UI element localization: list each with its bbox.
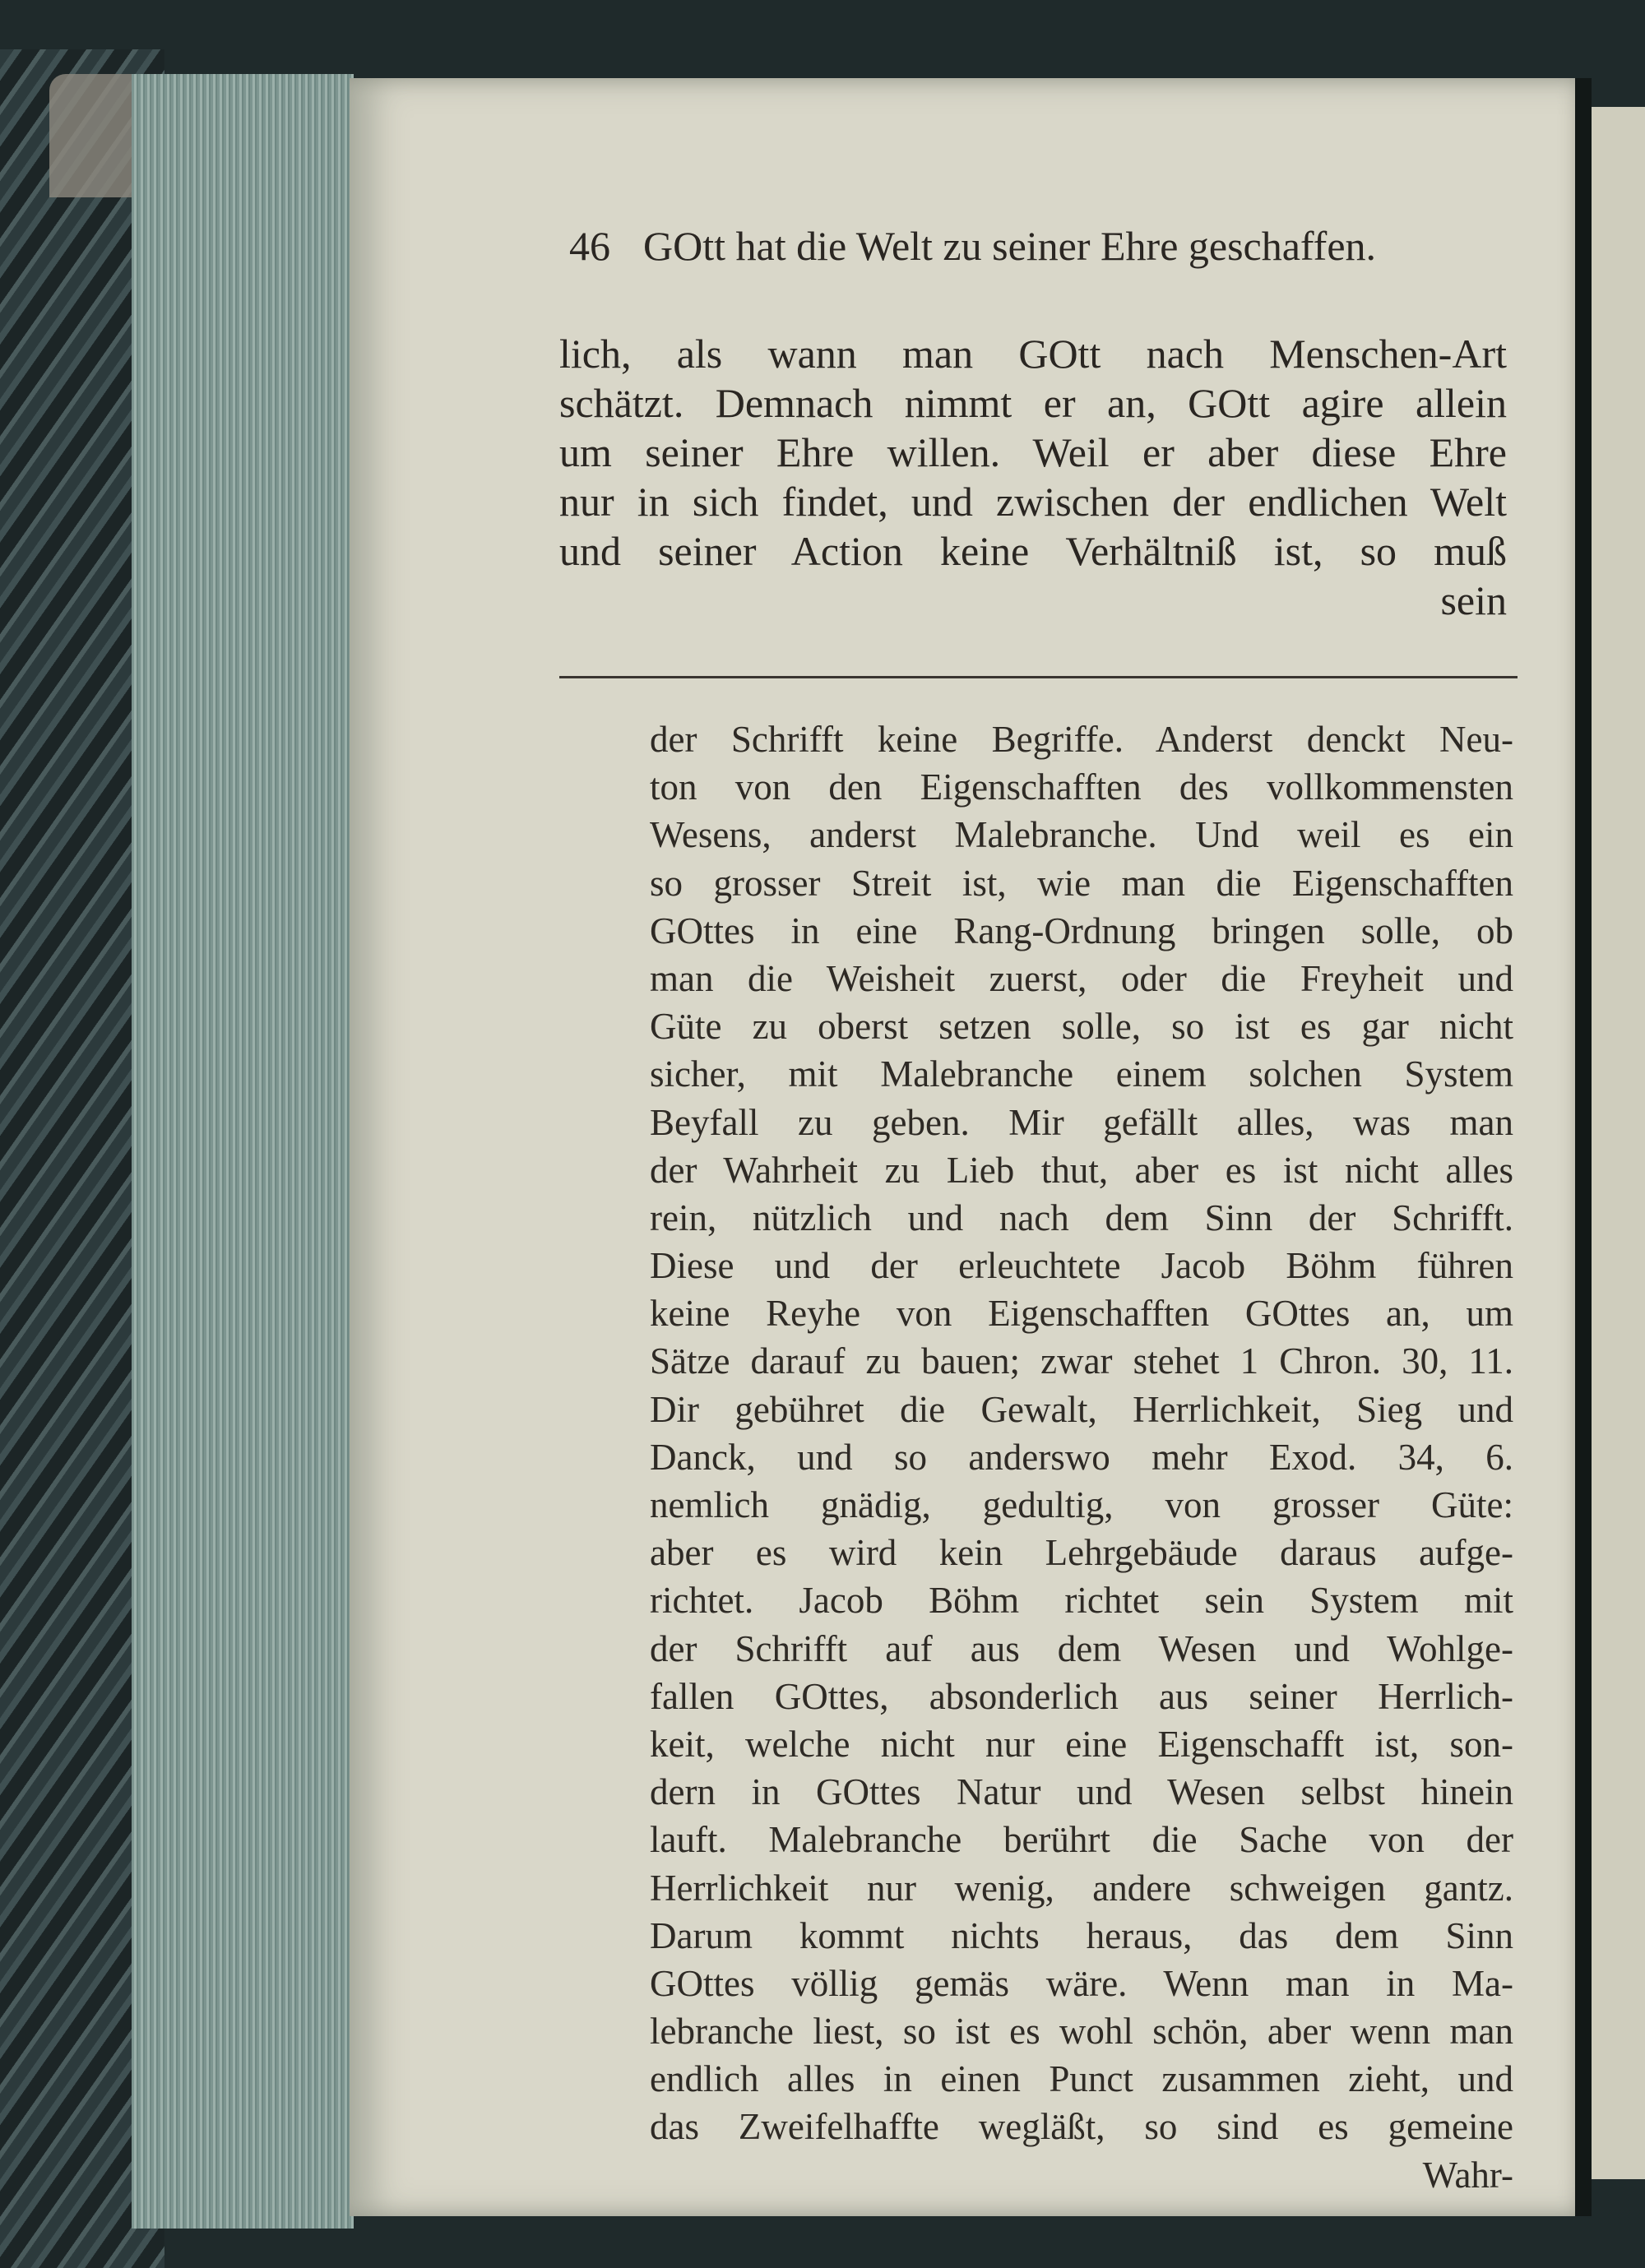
- text-line: Diese und der erleuchtete Jacob Böhm führen: [650, 1245, 1513, 1287]
- text-line: Dir gebühret die Gewalt, Herrlichkeit, Sieg und: [650, 1388, 1513, 1430]
- text-line: und seiner Action keine Verhältniß ist, so muß: [559, 528, 1507, 574]
- footnote-separator-rule: [559, 676, 1518, 678]
- text-line: sicher, mit Malebranche einem solchen System: [650, 1053, 1513, 1095]
- text-line: GOttes in eine Rang-Ordnung bringen solle, ob: [650, 910, 1513, 951]
- text-line: keit, welche nicht nur eine Eigenschafft ist, son-: [650, 1723, 1513, 1765]
- text-line: ton von den Eigenschafften des vollkommensten: [650, 766, 1513, 808]
- text-line: Wesens, anderst Malebranche. Und weil es ein: [650, 814, 1513, 856]
- text-line: keine Reyhe von Eigenschafften GOttes an, um: [650, 1293, 1513, 1335]
- text-line: endlich alles in einen Punct zusammen zieht, und: [650, 2058, 1513, 2100]
- text-line: Danck, und so anderswo mehr Exod. 34, 6.: [650, 1436, 1513, 1478]
- running-header: [569, 222, 1376, 270]
- text-line: um seiner Ehre willen. Weil er aber diese Ehre: [559, 429, 1507, 475]
- text-line: so grosser Streit ist, wie man die Eigenschafften: [650, 862, 1513, 904]
- text-line: Güte zu oberst setzen solle, so ist es gar nicht: [650, 1006, 1513, 1048]
- page-number: 46: [569, 223, 610, 269]
- facing-page-edge: [1592, 107, 1645, 2179]
- text-line: nemlich gnädig, gedultig, von grosser Güte:: [650, 1484, 1513, 1525]
- text-line: man die Weisheit zuerst, oder die Freyheit und: [650, 957, 1513, 999]
- text-line: lich, als wann man GOtt nach Menschen-Art: [559, 331, 1507, 377]
- text-line: Wahr-: [1422, 2154, 1513, 2196]
- text-line: Herrlichkeit nur wenig, andere schweigen gantz.: [650, 1867, 1513, 1909]
- text-line: nur in sich findet, und zwischen der endlichen Welt: [559, 479, 1507, 525]
- text-line: fallen GOttes, absonderlich aus seiner Herrlich-: [650, 1675, 1513, 1717]
- text-line: GOttes völlig gemäs wäre. Wenn man in Ma-: [650, 1962, 1513, 2004]
- text-line: lauft. Malebranche berührt die Sache von der: [650, 1819, 1513, 1861]
- text-line: lebranche liest, so ist es wohl schön, aber wenn man: [650, 2011, 1513, 2053]
- page-edges: [132, 74, 354, 2229]
- text-line: Beyfall zu geben. Mir gefällt alles, was man: [650, 1101, 1513, 1143]
- footnote-block: [650, 715, 1513, 2199]
- text-line: Sätze darauf zu bauen; zwar stehet 1 Chron. 30, 11.: [650, 1340, 1513, 1382]
- text-line: der Schrifft auf aus dem Wesen und Wohlge-: [650, 1627, 1513, 1669]
- text-line: Darum kommt nichts heraus, das dem Sinn: [650, 1914, 1513, 1956]
- text-line: dern in GOttes Natur und Wesen selbst hinein: [650, 1771, 1513, 1813]
- text-line: schätzt. Demnach nimmt er an, GOtt agire allein: [559, 380, 1507, 426]
- text-line: rein, nützlich und nach dem Sinn der Schrifft.: [650, 1196, 1513, 1238]
- page-gutter: [1575, 78, 1592, 2216]
- text-line: aber es wird kein Lehrgebäude daraus aufge-: [650, 1532, 1513, 1574]
- text-line: sein: [1440, 577, 1507, 623]
- text-line: das Zweifelhaffte wegläßt, so sind es gemeine: [650, 2106, 1513, 2148]
- text-line: der Schrifft keine Begriffe. Anderst denckt Neu-: [650, 719, 1513, 760]
- running-title: GOtt hat die Welt zu seiner Ehre geschaffen.: [643, 223, 1377, 269]
- text-line: richtet. Jacob Böhm richtet sein System mit: [650, 1580, 1513, 1622]
- text-line: der Wahrheit zu Lieb thut, aber es ist nicht alles: [650, 1149, 1513, 1191]
- main-text-block: [559, 329, 1507, 625]
